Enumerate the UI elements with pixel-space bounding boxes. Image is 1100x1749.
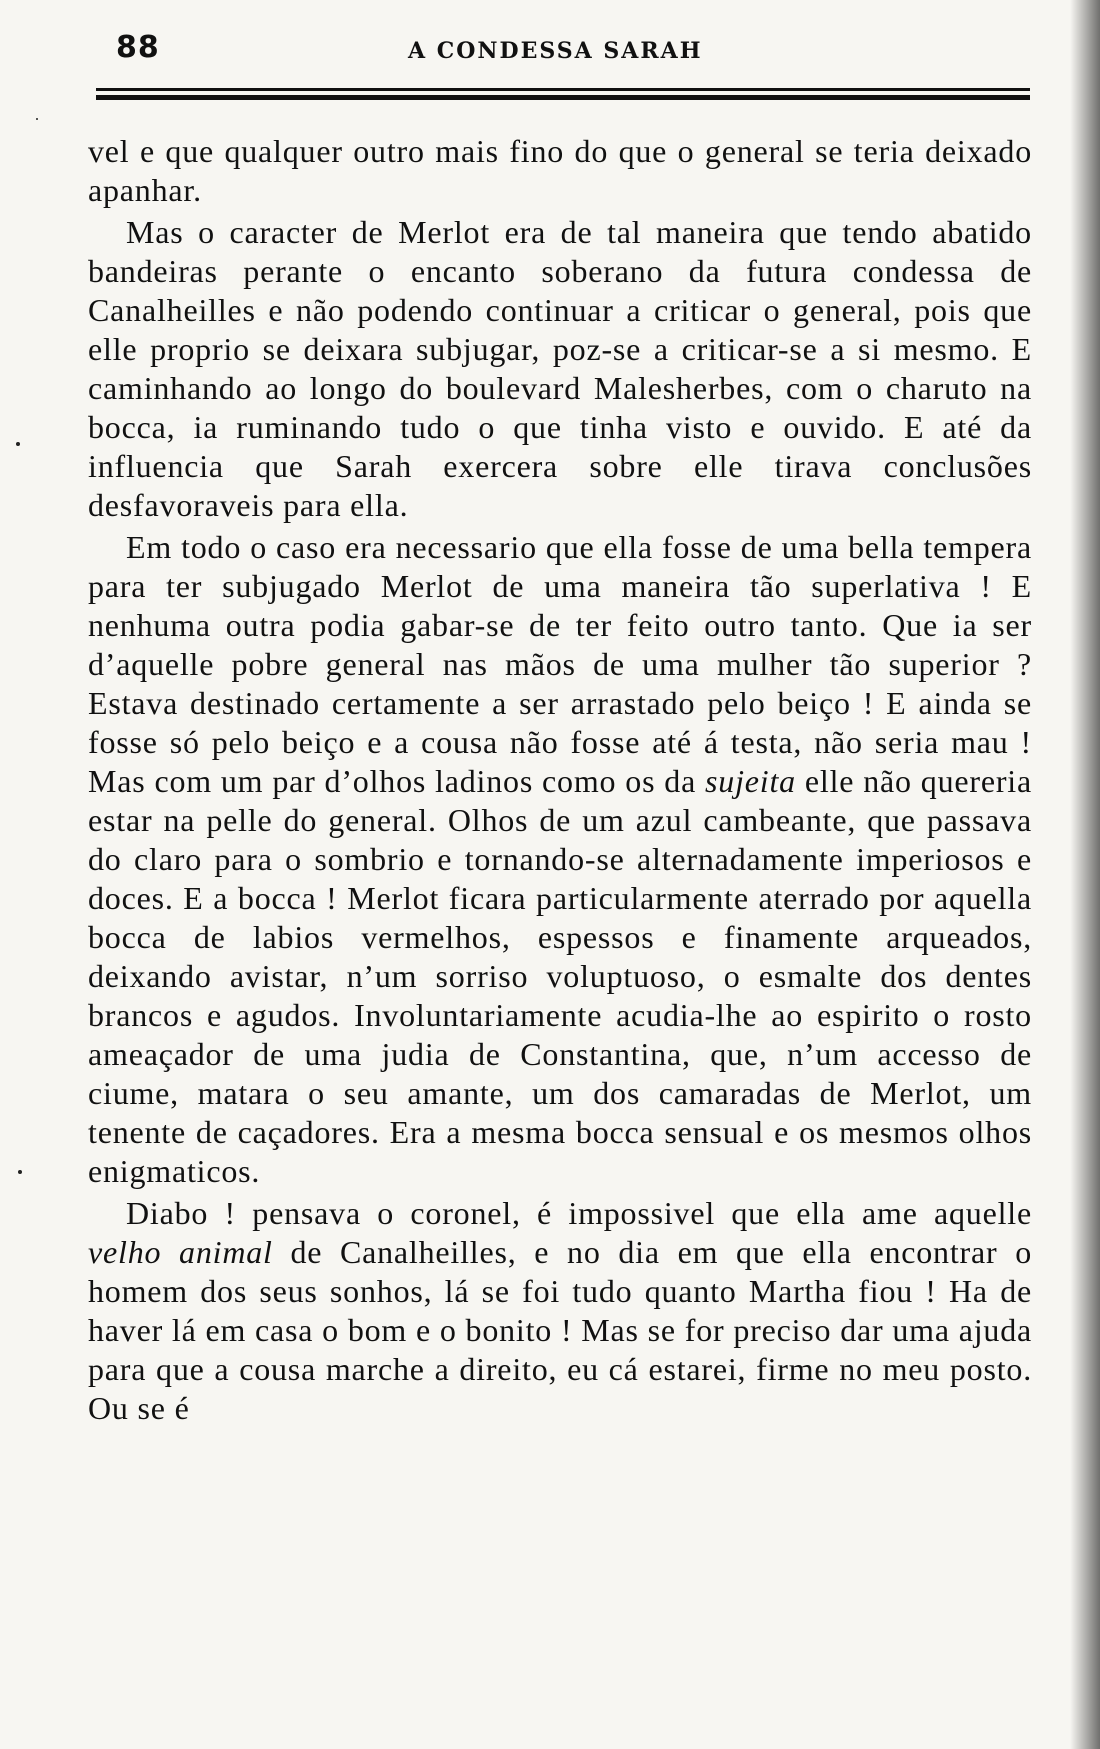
italic-text: velho animal <box>88 1234 273 1270</box>
italic-text: sujeita <box>705 763 796 799</box>
scan-speck <box>18 1170 22 1174</box>
header-rule <box>96 88 1030 91</box>
running-title: A CONDESSA SARAH <box>408 38 703 64</box>
paragraph-text: vel e que qualquer outro mais fino do que o general se teria deixado apanhar. <box>88 133 1032 208</box>
page-number: 88 <box>116 30 160 65</box>
paragraph <box>88 1194 1032 1428</box>
paragraph-text: Mas o caracter de Merlot era de tal maneira que tendo abatido bandeiras perante o encanto soberano da futura condessa de Canalheilles e não podendo continuar a criticar o general, pois que elle proprio se deixara subjugar, poz-se a criticar-se a si mesmo. E caminhando ao longo do boulevard Malesherbes, com o charuto na bocca, ia ruminando tudo o que tinha visto e ouvido. E até da influencia que Sarah exercera sobre elle tirava conclusões desfavoraveis para ella. <box>88 214 1032 523</box>
scan-speck <box>16 442 20 446</box>
scan-speck <box>36 118 38 120</box>
header-rule-thick <box>96 95 1030 100</box>
paragraph <box>88 132 1032 210</box>
paragraph <box>88 528 1032 1191</box>
body-text <box>88 132 1032 1431</box>
paragraph-text: de Canalheilles, e no dia em que ella encontrar o homem dos seus sonhos, lá se foi tudo quanto Martha fiou ! Ha de haver lá em casa o bom e o bonito ! Mas se for preciso dar uma ajuda para que a cousa marche a direito, eu cá estarei, firme no meu posto. Ou se é <box>88 1234 1032 1426</box>
paragraph-text: Em todo o caso era necessario que ella fosse de uma bella tempera para ter subjugado Merlot de uma maneira tão superlativa ! E nenhuma outra podia gabar-se de ter feito outro tanto. Que ia ser d’aquelle pobre general nas mãos de uma mulher tão superior ? Estava destinado certamente a ser arrastado pelo beiço ! E ainda se fosse só pelo beiço e a cousa não fosse até á testa, não seria mau ! Mas com um par d’olhos ladinos como os da <box>88 529 1032 799</box>
paragraph <box>88 213 1032 525</box>
paragraph-text: Diabo ! pensava o coronel, é impossivel que ella ame aquelle <box>126 1195 1032 1231</box>
paragraph-text: elle não quereria estar na pelle do general. Olhos de um azul cambeante, que passava do claro para o sombrio e tornando-se alternadamente imperiosos e doces. E a bocca ! Merlot ficara particularmente aterrado por aquella bocca de labios vermelhos, espessos e finamente arqueados, deixando avistar, n’um sorriso voluptuoso, o esmalte dos dentes brancos e agudos. Involuntariamente acudia-lhe ao espirito o rosto ameaçador de uma judia de Constantina, que, n’um accesso de ciume, matara o seu amante, um dos camaradas de Merlot, um tenente de caçadores. Era a mesma bocca sensual e os mesmos olhos enigmaticos. <box>88 763 1032 1189</box>
page-header <box>96 28 1030 78</box>
page-edge-shadow <box>1070 0 1100 1749</box>
